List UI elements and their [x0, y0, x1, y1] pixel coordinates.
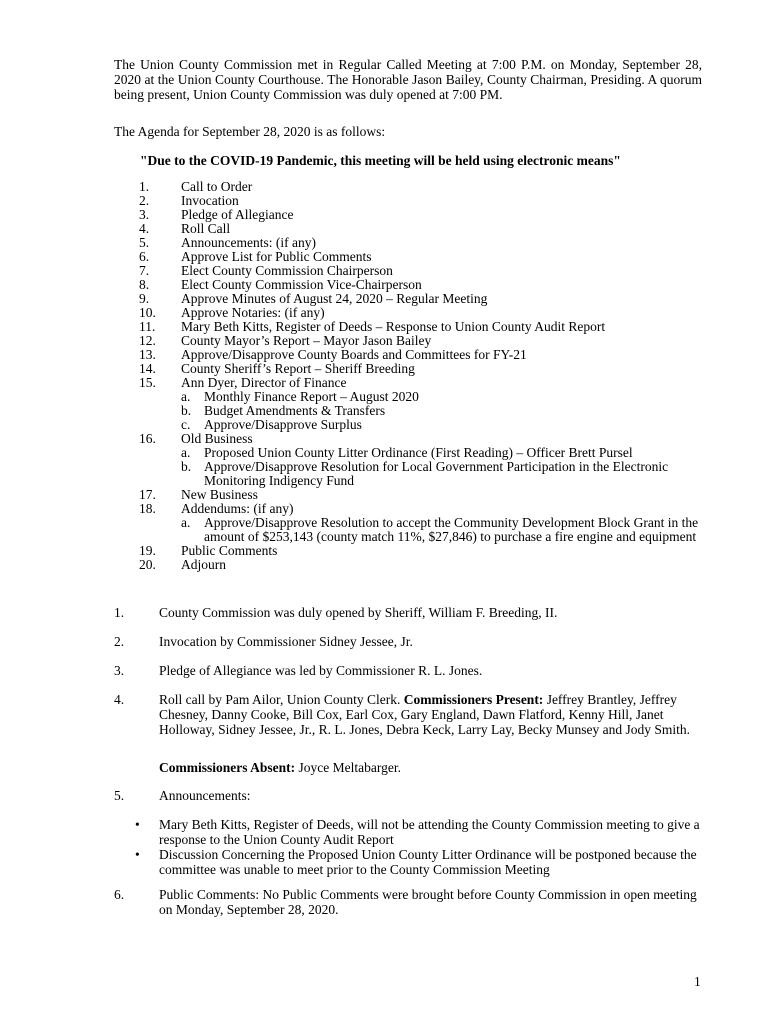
bullet-item: • Mary Beth Kitts, Register of Deeds, will not be attending the County Commission meeting to give a response to the Union County Audit Report: [135, 817, 700, 847]
agenda-item: 16. Old Business: [139, 431, 253, 446]
agenda-subitem: a. Approve/Disapprove Resolution to accept the Community Development Block Grant in the amount of $253,143 (county match 11%, $27,846) to purchase a fire engine and equipment: [181, 515, 699, 544]
minutes-section-2: [114, 788, 704, 817]
page-number: 1: [694, 974, 701, 989]
agenda-intro: The Agenda for September 28, 2020 is as follows:: [114, 124, 386, 139]
agenda-item: 7. Elect County Commission Chairperson: [139, 263, 393, 278]
announcement-bullets: [135, 817, 700, 877]
covid-notice: "Due to the COVID-19 Pandemic, this meeting will be held using electronic means": [140, 153, 621, 168]
minutes-item: 1. County Commission was duly opened by Sheriff, William F. Breeding, II.: [114, 605, 558, 620]
agenda-item: 6. Approve List for Public Comments: [139, 249, 372, 264]
agenda-item: 19. Public Comments: [139, 543, 278, 558]
agenda-subitem: c. Approve/Disapprove Surplus: [181, 417, 362, 432]
agenda-item: 4. Roll Call: [139, 221, 231, 236]
agenda-item: 3. Pledge of Allegiance: [139, 207, 294, 222]
agenda-item: 15. Ann Dyer, Director of Finance: [139, 375, 347, 390]
agenda-item: 5. Announcements: (if any): [139, 235, 316, 250]
agenda-item: 1. Call to Order: [139, 179, 253, 194]
agenda-item: 14. County Sheriff’s Report – Sheriff Breeding: [139, 361, 415, 376]
agenda-item: 17. New Business: [139, 487, 258, 502]
agenda-item: 11. Mary Beth Kitts, Register of Deeds – Response to Union County Audit Report: [139, 319, 606, 334]
bullet-item: • Discussion Concerning the Proposed Union County Litter Ordinance will be postponed because the committee was unable to meet prior to the County Commission Meeting: [135, 847, 697, 877]
agenda-item: 9. Approve Minutes of August 24, 2020 – Regular Meeting: [139, 291, 488, 306]
agenda-item: 10. Approve Notaries: (if any): [139, 305, 325, 320]
minutes-section: [114, 605, 704, 751]
agenda-item: 2. Invocation: [139, 193, 239, 208]
agenda-item: 18. Addendums: (if any): [139, 501, 294, 516]
agenda-subitem: a. Monthly Finance Report – August 2020: [181, 389, 419, 404]
agenda-subitem: a. Proposed Union County Litter Ordinance (First Reading) – Officer Brett Pursel: [181, 445, 633, 460]
intro-paragraph: The Union County Commission met in Regular Called Meeting at 7:00 P.M. on Monday, September 28, 2020 at the Union County Courthouse. The Honorable Jason Bailey, County Chairman, Presiding. A quorum being present, Union County Commission was duly opened at 7:00 PM.: [114, 57, 702, 102]
minutes-item-roll-call: 4. Roll call by Pam Ailor, Union County Clerk. Commissioners Present: Jeffrey Brantley, Jeffrey Chesney, Danny Cooke, Bill Cox, Earl Cox, Gary England, Dawn Flatford, Kenny Hill, Janet Holloway, Sidney Jessee, Jr., R. L. Jones, Debra Keck, Larry Lay, Becky Munsey and Jody Smith.: [114, 692, 691, 737]
minutes-item: 5. Announcements:: [114, 788, 251, 803]
agenda-item: 13. Approve/Disapprove County Boards and Committees for FY-21: [139, 347, 527, 362]
commissioners-absent: Commissioners Absent: Joyce Meltabarger.: [159, 760, 401, 775]
agenda-item: 20. Adjourn: [139, 557, 226, 572]
minutes-item-public-comments: 6. Public Comments: No Public Comments were brought before County Commission in open meeting on Monday, September 28, 2020.: [114, 887, 697, 917]
minutes-item: 3. Pledge of Allegiance was led by Commissioner R. L. Jones.: [114, 663, 483, 678]
agenda-subitem: b. Budget Amendments & Transfers: [181, 403, 386, 418]
agenda-subitem: b. Approve/Disapprove Resolution for Local Government Participation in the Electronic Monitoring Indigency Fund: [181, 459, 669, 488]
agenda-item: 12. County Mayor’s Report – Mayor Jason Bailey: [139, 333, 432, 348]
agenda-list: [114, 180, 714, 572]
agenda-item: 8. Elect County Commission Vice-Chairperson: [139, 277, 422, 292]
minutes-item: 2. Invocation by Commissioner Sidney Jessee, Jr.: [114, 634, 413, 649]
